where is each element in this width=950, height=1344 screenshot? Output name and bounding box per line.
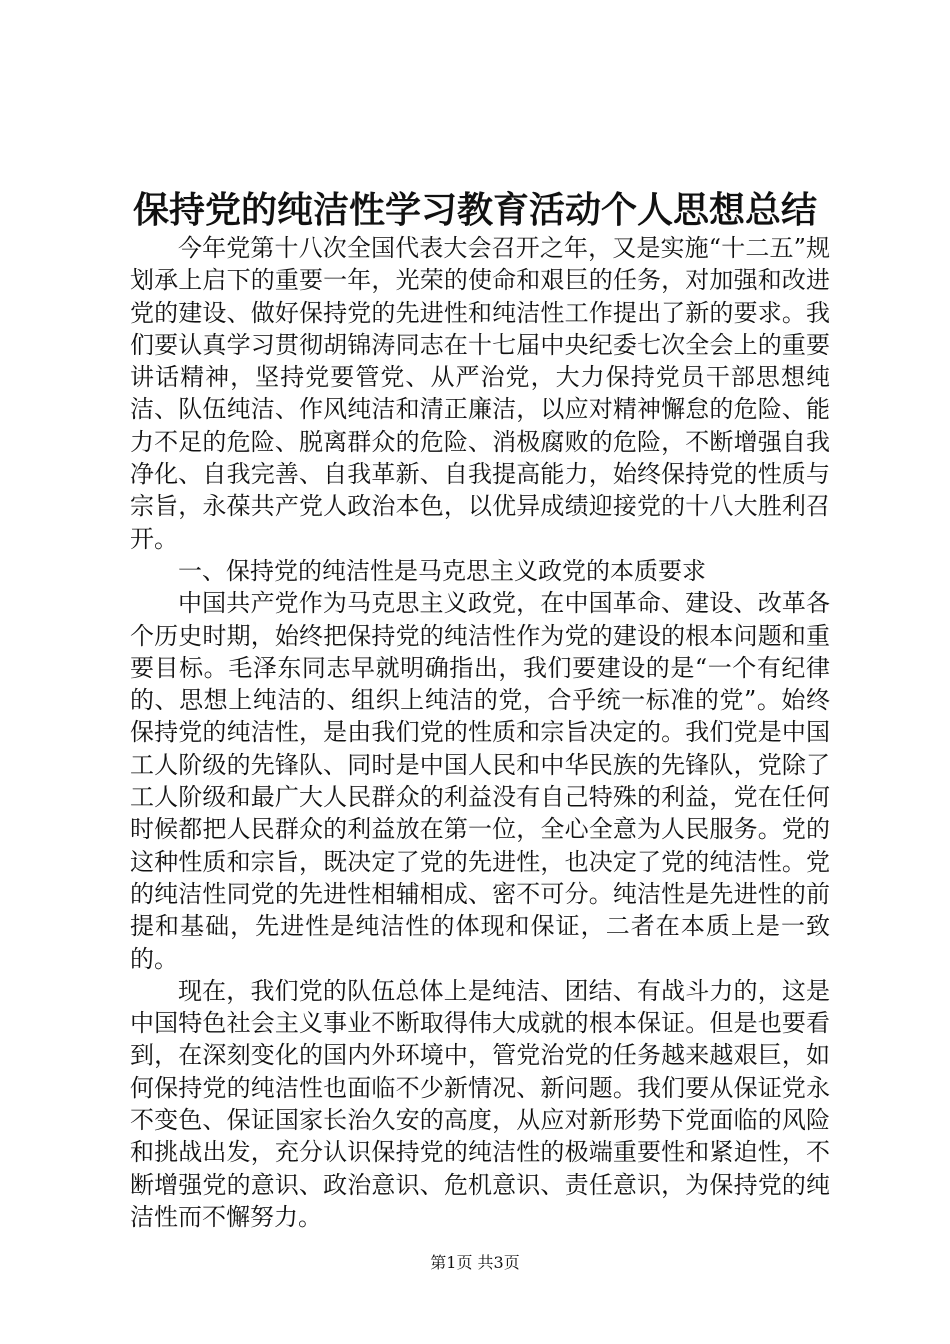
document-title: 保持党的纯洁性学习教育活动个人思想总结 bbox=[132, 189, 817, 231]
paragraph-section-1: 中国共产党作为马克思主义政党，在中国革命、建设、改革各个历史时期，始终把保持党的纯洁性作为党的建设的根本问题和重要目标。毛泽东同志早就明确指出，我们要建设的是“一个有纪律的、思想上纯洁的、组织上纯洁的党，合乎统一标准的党”。始终保持党的纯洁性，是由我们党的性质和宗旨决定的。我们党是中国工人阶级的先锋队、同时是中国人民和中华民族的先锋队，党除了工人阶级和最广大人民群众的利益没有自己特殊的利益，党在任何时候都把人民群众的利益放在第一位，全心全意为人民服务。党的这种性质和宗旨，既决定了党的先进性，也决定了党的纯洁性。党的纯洁性同党的先进性相辅相成、密不可分。纯洁性是先进性的前提和基础，先进性是纯洁性的体现和保证，二者在本质上是一致的。 bbox=[130, 589, 830, 973]
paragraph-intro: 今年党第十八次全国代表大会召开之年，又是实施“十二五”规划承上启下的重要一年，光荣的使命和艰巨的任务，对加强和改进党的建设、做好保持党的先进性和纯洁性工作提出了新的要求。我们要认真学习贯彻胡锦涛同志在十七届中央纪委七次全会上的重要讲话精神，坚持党要管党、从严治党，大力保持党员干部思想纯洁、队伍纯洁、作风纯洁和清正廉洁，以应对精神懈怠的危险、能力不足的危险、脱离群众的危险、消极腐败的危险，不断增强自我净化、自我完善、自我革新、自我提高能力，始终保持党的性质与宗旨，永葆共产党人政治本色，以优异成绩迎接党的十八大胜利召开。 bbox=[130, 234, 830, 553]
section-heading-1: 一、保持党的纯洁性是马克思主义政党的本质要求 bbox=[178, 556, 706, 585]
page-number-footer: 第1页 共3页 bbox=[430, 1253, 520, 1272]
document-body bbox=[130, 232, 830, 1233]
paragraph-current-situation: 现在，我们党的队伍总体上是纯洁、团结、有战斗力的，这是中国特色社会主义事业不断取得伟大成就的根本保证。但是也要看到，在深刻变化的国内外环境中，管党治党的任务越来越艰巨，如何保持党的纯洁性也面临不少新情况、新问题。我们要从保证党永不变色、保证国家长治久安的高度，从应对新形势下党面临的风险和挑战出发，充分认识保持党的纯洁性的极端重要性和紧迫性，不断增强党的意识、政治意识、危机意识、责任意识，为保持党的纯洁性而不懈努力。 bbox=[130, 976, 830, 1231]
